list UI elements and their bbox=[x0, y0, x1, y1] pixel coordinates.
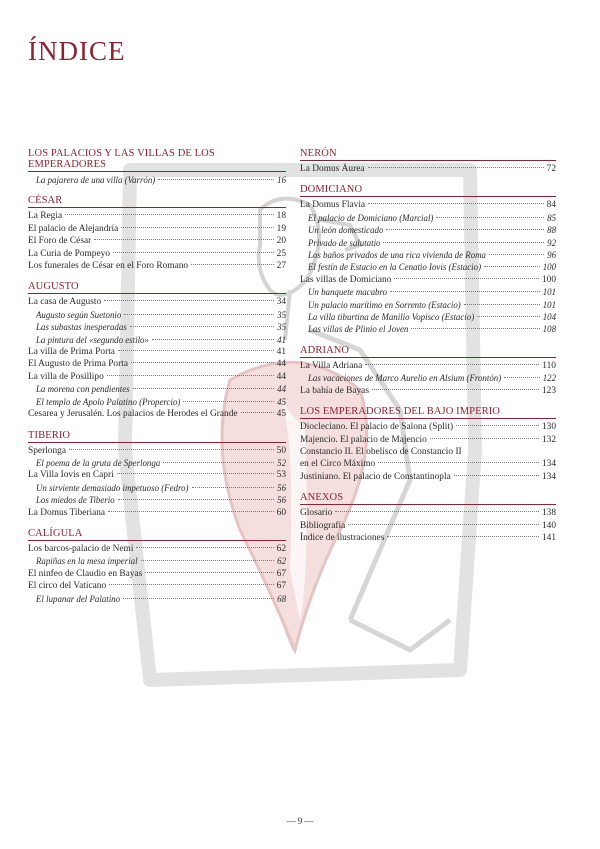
toc-entry[interactable] bbox=[300, 274, 556, 286]
toc-section bbox=[300, 406, 556, 483]
toc-entry-page: 34 bbox=[276, 297, 286, 308]
toc-entry-label: Bibliografía bbox=[300, 520, 346, 531]
toc-entry-page: 44 bbox=[276, 371, 286, 382]
dot-leader bbox=[454, 475, 539, 476]
dot-leader bbox=[504, 377, 540, 378]
toc-entry-label: Rapiñas en la mesa imperial bbox=[36, 556, 138, 567]
dot-leader bbox=[141, 560, 275, 561]
section-heading: CALÍGULA bbox=[28, 528, 286, 541]
dot-leader bbox=[145, 572, 273, 573]
toc-entry[interactable] bbox=[28, 383, 286, 395]
section-heading: CÉSAR bbox=[28, 195, 286, 208]
toc-section bbox=[28, 281, 286, 420]
toc-entry[interactable] bbox=[300, 446, 556, 471]
toc-entry[interactable] bbox=[28, 321, 286, 333]
toc-entry-label: El templo de Apolo Palatino (Propercio) bbox=[36, 396, 181, 407]
toc-entry-label: El Foro de César bbox=[28, 236, 92, 247]
dot-leader bbox=[191, 264, 274, 265]
toc-entry-label: Los baños privados de una rica vivienda de Roma bbox=[308, 250, 486, 261]
toc-entry-label: La pintura del «segundo estilo» bbox=[36, 334, 149, 345]
toc-entry[interactable] bbox=[28, 235, 286, 247]
dot-leader bbox=[365, 364, 539, 365]
toc-entry[interactable] bbox=[300, 199, 556, 211]
dot-leader bbox=[386, 229, 544, 230]
toc-entry[interactable] bbox=[28, 396, 286, 408]
toc-entry[interactable] bbox=[300, 311, 556, 323]
toc-entry-label: La bahía de Bayas bbox=[300, 385, 369, 396]
toc-entry-label: Majencio. El palacio de Majencio bbox=[300, 434, 427, 445]
toc-entry-page: 138 bbox=[541, 508, 556, 519]
toc-entry-page: 140 bbox=[541, 520, 556, 531]
toc-entry[interactable] bbox=[28, 580, 286, 592]
toc-entry-label: El poema de la gruta de Sperlonga bbox=[36, 457, 161, 468]
toc-entry-page: 130 bbox=[541, 422, 556, 433]
toc-entry-label: El festín de Estacio en la Cenatio Iovis (Estacio) bbox=[308, 262, 482, 273]
toc-section bbox=[300, 148, 556, 175]
dot-leader bbox=[158, 179, 274, 180]
toc-entry[interactable] bbox=[300, 323, 556, 335]
toc-entry-page: 101 bbox=[542, 299, 556, 310]
toc-entry-page: 85 bbox=[547, 212, 556, 223]
section-heading: TIBERIO bbox=[28, 430, 286, 443]
toc-entry-page: 35 bbox=[277, 309, 286, 320]
toc-entry-label: La Regia bbox=[28, 211, 63, 222]
dot-leader bbox=[130, 326, 274, 327]
dot-leader bbox=[183, 401, 274, 402]
dot-leader bbox=[372, 389, 539, 390]
toc-entry-page: 96 bbox=[547, 250, 556, 261]
toc-entry-page: 101 bbox=[542, 287, 556, 298]
toc-entry[interactable] bbox=[300, 163, 556, 175]
toc-section bbox=[300, 184, 556, 335]
toc-entry-label: Las villas de Plinio el Joven bbox=[308, 324, 409, 335]
dot-leader bbox=[133, 388, 275, 389]
toc-entry[interactable] bbox=[28, 482, 286, 494]
toc-entry-page: 100 bbox=[542, 262, 556, 273]
toc-entry-label-cont: en el Circo Máximo bbox=[300, 459, 376, 470]
section-heading: NERÓN bbox=[300, 148, 556, 161]
toc-entry-label: El palacio de Domiciano (Marcial) bbox=[308, 212, 434, 223]
toc-entry[interactable] bbox=[300, 385, 556, 397]
toc-entry-label: Los funerales de César en el Foro Romano bbox=[28, 261, 189, 272]
toc-entry-label: Un sirviente demasiado impetuoso (Fedro) bbox=[36, 482, 189, 493]
toc-entry[interactable] bbox=[300, 299, 556, 311]
toc-entry-label: La Domus Áurea bbox=[300, 164, 365, 174]
toc-entry[interactable] bbox=[28, 260, 286, 272]
toc-entry[interactable] bbox=[28, 568, 286, 580]
dot-leader bbox=[131, 362, 274, 363]
toc-entry-label: La casa de Augusto bbox=[28, 297, 102, 308]
toc-entry-label: La villa tiburtina de Manilio Vopisco (Estacio) bbox=[308, 312, 475, 323]
toc-entry-page: 141 bbox=[541, 532, 556, 543]
dot-leader bbox=[118, 499, 274, 500]
toc-entry-label: La pajarera de una villa (Varrón) bbox=[36, 175, 156, 185]
toc-entry-label: Sperlonga bbox=[28, 445, 67, 456]
dot-leader bbox=[489, 254, 544, 255]
toc-entry-page: 19 bbox=[276, 223, 286, 234]
toc-right-column bbox=[300, 148, 556, 553]
toc-entry[interactable] bbox=[28, 371, 286, 383]
toc-entry-page: 27 bbox=[276, 261, 286, 272]
toc-entry-page: 50 bbox=[276, 445, 286, 456]
toc-entry[interactable] bbox=[300, 212, 556, 224]
dot-leader bbox=[484, 266, 540, 267]
toc-entry-label: La Domus Flavia bbox=[300, 200, 366, 211]
toc-entry-page: 53 bbox=[276, 470, 286, 481]
toc-entry[interactable] bbox=[300, 286, 556, 298]
toc-section bbox=[28, 430, 286, 519]
toc-entry[interactable] bbox=[28, 543, 286, 555]
toc-entry-page: 134 bbox=[541, 459, 556, 470]
toc-entry[interactable] bbox=[28, 309, 286, 321]
toc-entry-label: Las subastas inesperadas bbox=[36, 322, 127, 333]
dot-leader bbox=[136, 547, 273, 548]
toc-entry-page: 16 bbox=[277, 175, 286, 185]
toc-entry[interactable] bbox=[28, 296, 286, 308]
dot-leader bbox=[477, 316, 540, 317]
toc-entry[interactable] bbox=[300, 421, 556, 433]
toc-entry[interactable] bbox=[28, 174, 286, 186]
dot-leader bbox=[118, 350, 274, 351]
toc-entry[interactable] bbox=[28, 457, 286, 469]
page-title: ÍNDICE bbox=[28, 36, 126, 66]
toc-entry-page: 44 bbox=[276, 359, 286, 370]
toc-entry-label: Los barcos-palacio de Nemi bbox=[28, 543, 134, 554]
toc-entry[interactable] bbox=[300, 237, 556, 249]
dot-leader bbox=[348, 524, 539, 525]
dot-leader bbox=[107, 375, 274, 376]
dot-leader bbox=[430, 438, 539, 439]
toc-entry-page: 104 bbox=[542, 312, 556, 323]
toc-entry-line bbox=[300, 458, 556, 470]
toc-entry-label: El circo del Vaticano bbox=[28, 581, 107, 592]
toc-entry-page: 88 bbox=[547, 225, 556, 236]
dot-leader bbox=[108, 511, 274, 512]
toc-entry-label: Justiniano. El palacio de Constantinopla bbox=[300, 471, 451, 482]
toc-entry[interactable] bbox=[300, 224, 556, 236]
dot-leader bbox=[104, 300, 273, 301]
toc-entry-label: Un león domesticado bbox=[308, 225, 384, 236]
toc-entry[interactable] bbox=[300, 532, 556, 544]
toc-entry-page: 100 bbox=[541, 274, 556, 285]
dot-leader bbox=[94, 239, 273, 240]
dot-leader bbox=[387, 536, 539, 537]
dot-leader bbox=[394, 278, 539, 279]
dot-leader bbox=[113, 252, 274, 253]
dot-leader bbox=[163, 462, 274, 463]
toc-entry-page: 67 bbox=[276, 568, 286, 579]
toc-entry-label: Un palacio marítimo en Sorrento (Estacio) bbox=[308, 299, 461, 310]
toc-entry[interactable] bbox=[300, 471, 556, 483]
toc-section bbox=[28, 528, 286, 605]
toc-entry[interactable] bbox=[28, 494, 286, 506]
toc-entry-page: 35 bbox=[277, 322, 286, 333]
toc-entry-label: La villa de Prima Porta bbox=[28, 347, 115, 358]
toc-section bbox=[28, 148, 286, 186]
toc-entry-page: 68 bbox=[277, 593, 286, 604]
toc-entry-label: Glosario bbox=[300, 508, 333, 519]
toc-entry-page: 52 bbox=[277, 457, 286, 468]
dot-leader bbox=[368, 203, 544, 204]
toc-entry-label: Las villas de Domiciano bbox=[300, 274, 392, 285]
toc-entry[interactable] bbox=[28, 507, 286, 519]
toc-entry-label: El lupanar del Palatino bbox=[36, 593, 121, 604]
dot-leader bbox=[383, 242, 544, 243]
toc-entry[interactable] bbox=[28, 469, 286, 481]
dot-leader bbox=[378, 462, 539, 463]
toc-entry-label: La villa de Posillipo bbox=[28, 371, 104, 382]
dot-leader bbox=[123, 598, 274, 599]
dot-leader bbox=[117, 473, 274, 474]
toc-entry-page: 60 bbox=[276, 507, 286, 518]
dot-leader bbox=[456, 425, 539, 426]
toc-entry-label: El ninfeo de Claudio en Bayas bbox=[28, 568, 143, 579]
toc-entry[interactable] bbox=[28, 223, 286, 235]
dot-leader bbox=[69, 449, 274, 450]
toc-entry[interactable] bbox=[28, 445, 286, 457]
toc-entry-page: 45 bbox=[277, 396, 286, 407]
toc-entry-page: 108 bbox=[542, 324, 556, 335]
toc-entry-label: Constancio II. El obelisco de Constancio II bbox=[300, 446, 462, 457]
toc-entry[interactable] bbox=[28, 555, 286, 567]
dot-leader bbox=[368, 167, 544, 168]
toc-entry[interactable] bbox=[28, 248, 286, 260]
dot-leader bbox=[109, 584, 273, 585]
toc-entry[interactable] bbox=[300, 360, 556, 372]
toc-entry-page: 44 bbox=[277, 384, 286, 395]
toc-entry-page: 25 bbox=[276, 248, 286, 259]
toc-entry-line bbox=[300, 446, 556, 458]
toc-entry-label: Un banquete macabro bbox=[308, 287, 388, 298]
toc-entry-page: 62 bbox=[277, 556, 286, 567]
toc-entry-page: 123 bbox=[541, 385, 556, 396]
dot-leader bbox=[464, 304, 540, 305]
toc-section bbox=[300, 492, 556, 544]
toc-entry[interactable] bbox=[28, 408, 286, 420]
toc-entry[interactable] bbox=[28, 334, 286, 346]
toc-entry-label: Cesarea y Jerusalén. Los palacios de Herodes el Grande bbox=[28, 409, 238, 420]
toc-entry[interactable] bbox=[300, 372, 556, 384]
toc-section bbox=[300, 345, 556, 397]
toc-entry[interactable] bbox=[28, 346, 286, 358]
section-heading: LOS EMPERADORES DEL BAJO IMPERIO bbox=[300, 406, 556, 419]
toc-entry-label: Índice de ilustraciones bbox=[300, 532, 385, 543]
dot-leader bbox=[152, 339, 274, 340]
toc-entry-label: La Villa Adriana bbox=[300, 360, 363, 371]
toc-entry-page: 84 bbox=[546, 200, 556, 211]
toc-entry-page: 134 bbox=[541, 471, 556, 482]
toc-entry[interactable] bbox=[28, 210, 286, 222]
toc-entry[interactable] bbox=[300, 507, 556, 519]
toc-entry-page: 110 bbox=[542, 360, 556, 371]
toc-entry-label: Augusto según Suetonio bbox=[36, 309, 122, 320]
toc-entry-page: 18 bbox=[276, 211, 286, 222]
section-heading: LOS PALACIOS Y LAS VILLAS DE LOS EMPERADORES bbox=[28, 148, 286, 172]
toc-entry-label: La Villa Iovis en Capri bbox=[28, 470, 114, 481]
toc-entry-page: 132 bbox=[541, 434, 556, 445]
toc-entry-label: Los miedos de Tiberio bbox=[36, 495, 115, 506]
toc-entry-label: Diocleciano. El palacio de Salona (Split) bbox=[300, 422, 454, 433]
toc-entry-label: La morena con pendientes bbox=[36, 384, 130, 395]
toc-entry[interactable] bbox=[300, 434, 556, 446]
toc-section bbox=[28, 195, 286, 272]
toc-entry-page: 56 bbox=[277, 482, 286, 493]
toc-entry-page: 92 bbox=[547, 237, 556, 248]
dot-leader bbox=[436, 217, 544, 218]
dot-leader bbox=[121, 227, 273, 228]
toc-entry-label: La Curia de Pompeyo bbox=[28, 248, 111, 259]
toc-entry-label: La Domus Tiberiana bbox=[28, 507, 106, 518]
dot-leader bbox=[124, 314, 274, 315]
dot-leader bbox=[411, 328, 539, 329]
section-heading: AUGUSTO bbox=[28, 281, 286, 294]
toc-entry[interactable] bbox=[28, 593, 286, 605]
section-heading: ADRIANO bbox=[300, 345, 556, 358]
toc-entry[interactable] bbox=[28, 358, 286, 370]
section-heading: DOMICIANO bbox=[300, 184, 556, 197]
toc-entry-page: 45 bbox=[276, 409, 286, 420]
toc-entry[interactable] bbox=[300, 249, 556, 261]
toc-entry[interactable] bbox=[300, 261, 556, 273]
section-heading: ANEXOS bbox=[300, 492, 556, 505]
toc-entry-page: 122 bbox=[542, 373, 556, 384]
page-number: — 9 — bbox=[286, 816, 314, 826]
toc-entry-page: 20 bbox=[276, 236, 286, 247]
dot-leader bbox=[335, 511, 539, 512]
toc-entry-label: Las vacaciones de Marco Aurelio en Alsium (Frontón) bbox=[308, 373, 502, 384]
toc-entry-page: 41 bbox=[276, 347, 286, 358]
dot-leader bbox=[241, 412, 274, 413]
toc-entry[interactable] bbox=[300, 520, 556, 532]
toc-entry-page: 62 bbox=[276, 543, 286, 554]
toc-entry-label: Privado de salutatio bbox=[308, 237, 381, 248]
dot-leader bbox=[65, 214, 274, 215]
toc-entry-page: 56 bbox=[277, 495, 286, 506]
toc-left-column bbox=[28, 148, 286, 614]
toc-entry-label: El palacio de Alejandría bbox=[28, 223, 119, 234]
toc-entry-page: 41 bbox=[277, 334, 286, 345]
toc-entry-page: 72 bbox=[546, 164, 556, 174]
toc-entry-label: El Augusto de Prima Porta bbox=[28, 359, 128, 370]
dot-leader bbox=[390, 291, 540, 292]
dot-leader bbox=[192, 487, 275, 488]
toc-entry-page: 67 bbox=[276, 581, 286, 592]
